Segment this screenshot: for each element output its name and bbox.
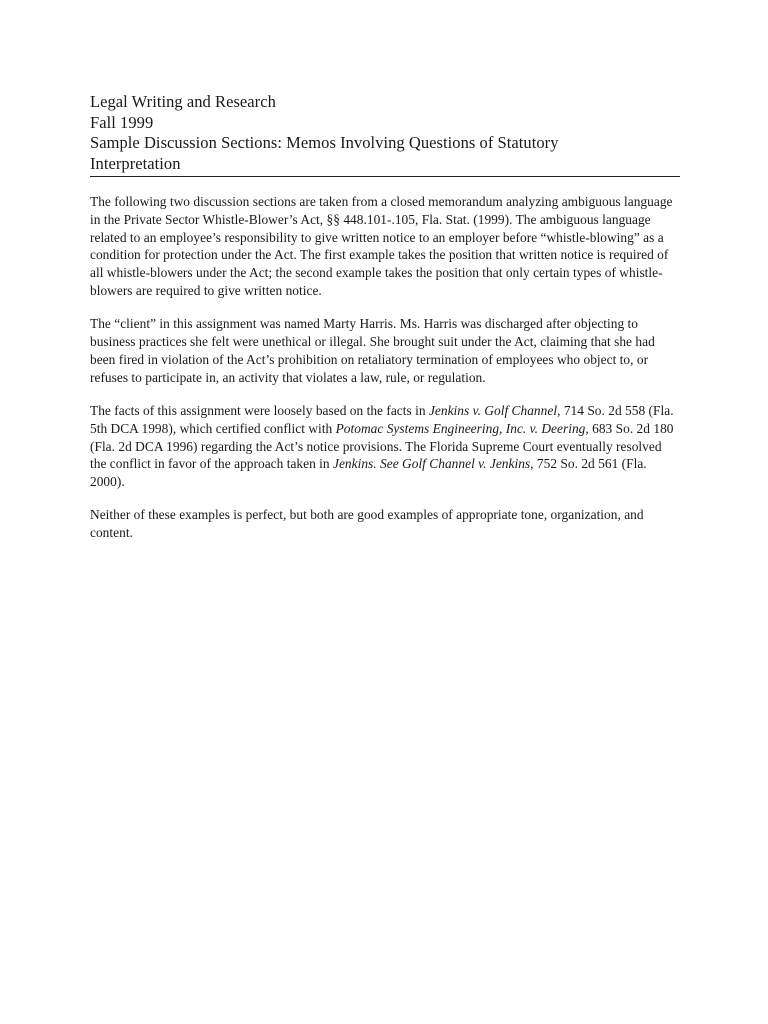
course-title: Legal Writing and Research bbox=[90, 92, 276, 111]
term-label: Fall 1999 bbox=[90, 112, 154, 132]
facts-text-3: , 683 So. 2d 180 (Fla. 2d DCA 1996) regarding the Act’s notice provisions. The Florida Supreme Court eventually resolved the conflict in favor of the approach taken in bbox=[90, 420, 674, 472]
facts-text-1: The facts of this assignment were loosely based on the facts in bbox=[90, 402, 429, 418]
facts-paragraph bbox=[90, 402, 680, 491]
document-page bbox=[90, 92, 680, 558]
document-header bbox=[90, 92, 680, 177]
case-citation-potomac: Potomac Systems Engineering, Inc. v. Deering bbox=[335, 420, 586, 436]
intro-paragraph: The following two discussion sections are taken from a closed memorandum analyzing ambiguous language in the Private Sector Whistle-Blower’s Act, §§ 448.101-.105, Fla. Stat. (1999). The ambiguous language related to an employee’s responsibility to give written notice to an employer before “whistle-blowing” as a condition for protection under the Act. The first example takes the position that written notice is required of all whistle-blowers under the Act; the second example takes the position that only certain types of whistle-blowers are required to give written notice. bbox=[90, 194, 673, 298]
client-paragraph: The “client” in this assignment was named Marty Harris. Ms. Harris was discharged after objecting to business practices she felt were unethical or illegal. She brought suit under the Act, claiming that she had been fired in violation of the Act’s prohibition on retaliatory termination of employees who object to, or refuses to participate in, an activity that violates a law, rule, or regulation. bbox=[90, 316, 655, 385]
case-citation-jenkins: Jenkins v. Golf Channel bbox=[428, 402, 558, 418]
facts-text-2: , 714 So. 2d 558 (Fla. 5th DCA 1998), which certified conflict with bbox=[90, 402, 674, 436]
document-title-continued: Interpretation bbox=[90, 153, 181, 173]
conclusion-paragraph: Neither of these examples is perfect, but both are good examples of appropriate tone, organization, and content. bbox=[90, 507, 644, 541]
document-title: Sample Discussion Sections: Memos Involving Questions of Statutory bbox=[90, 133, 559, 152]
case-citation-golf-channel: Jenkins. See Golf Channel v. Jenkins bbox=[333, 456, 531, 472]
facts-text-4: , 752 So. 2d 561 (Fla. 2000). bbox=[90, 456, 647, 490]
